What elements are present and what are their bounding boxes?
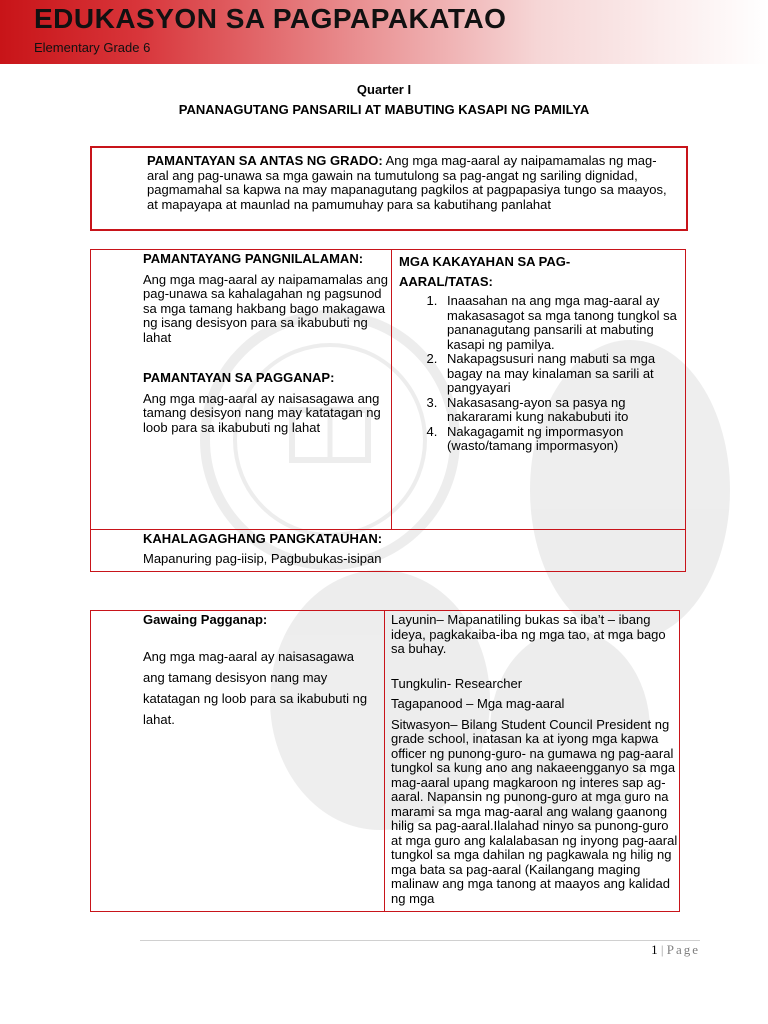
content-standard-label: PAMANTAYANG PANGNILALAMAN: bbox=[143, 251, 364, 266]
values-text: Mapanuring pag-iisip, Pagbubukas-isipan bbox=[143, 550, 382, 566]
list-item: 1. Inaasahan na ang mga mag-aaral ay makasasagot sa mga tanong tungkol sa pananagutang pansarili at mabuting kasapi ng pamilya. bbox=[441, 294, 684, 352]
performance-task-text: Ang mga mag-aaral ay naisasagawa ang tamang desisyon nang may katatagan ng loob para sa ikabubuti ng lahat. bbox=[143, 648, 368, 727]
skills-list bbox=[399, 294, 684, 454]
skills-label: MGA KAKAYAHAN SA PAG-AARAL/TATAS: bbox=[399, 254, 571, 289]
performance-task-table bbox=[90, 610, 680, 912]
footer-divider bbox=[140, 940, 700, 941]
document-subtitle: Elementary Grade 6 bbox=[34, 40, 151, 55]
performance-standard-text: Ang mga mag-aaral ay naisasagawa ang tamang desisyon nang may katatagan ng loob para sa ikabubuti ng lahat bbox=[143, 390, 381, 435]
row-divider bbox=[91, 529, 685, 530]
header-banner bbox=[0, 0, 768, 64]
grade-standard-box bbox=[90, 146, 688, 231]
content-standard-text: Ang mga mag-aaral ay naipamamalas ang pag-unawa sa kahalagahan ng pagsunod sa mga tamang hakbang bago makagawa ng isang desisyon para sa ikabubuti ng lahat bbox=[143, 271, 388, 345]
page-number: 1 bbox=[651, 942, 658, 957]
page-label: Page bbox=[666, 942, 700, 957]
grade-standard-label: PAMANTAYAN SA ANTAS NG GRADO: bbox=[147, 153, 383, 168]
list-item: 2. Nakapagsusuri nang mabuti sa mga bagay na may kinalaman sa sarili at pangyayari bbox=[441, 352, 684, 396]
values-label: KAHALAGAGHANG PANGKATAUHAN: bbox=[143, 531, 383, 546]
values-cell bbox=[143, 532, 683, 566]
audience-text: Tagapanood – Mga mag-aaral bbox=[391, 696, 565, 711]
unit-title: PANANAGUTANG PANSARILI AT MABUTING KASAPI NG PAMILYA bbox=[178, 102, 590, 117]
document-title: EDUKASYON SA PAGPAPAKATAO bbox=[34, 3, 507, 34]
grade-standard-body: Ang mga mag-aaral ay naipamamalas ng mag-aral ang pag-unawa sa mga gawain na tumutulong sa pag-angat ng sariling dignidad, pagmamahal sa kapwa na may mapanagutang pagkilos at pagpapasiya tungo sa maayos, at mapayapa at maunlad na pamumuhay para sa kabutihang panlahat bbox=[147, 153, 667, 212]
footer-separator: | bbox=[660, 942, 664, 957]
page-footer bbox=[600, 942, 700, 958]
grade-standard-text bbox=[147, 154, 672, 212]
performance-task-label: Gawaing Pagganap: bbox=[143, 612, 268, 627]
performance-standard-label: PAMANTAYAN SA PAGGANAP: bbox=[143, 370, 335, 385]
column-divider bbox=[391, 250, 392, 530]
skills-cell bbox=[399, 252, 684, 454]
column-divider bbox=[384, 611, 385, 911]
role-text: Tungkulin- Researcher bbox=[391, 675, 523, 691]
list-item: 3. Nakasasang-ayon sa pasya ng nakararami kung nakabubuti ito bbox=[441, 396, 684, 425]
grasps-cell bbox=[391, 612, 678, 906]
situation-text: Sitwasyon– Bilang Student Council President ng grade school, inatasan ka at iyong mga kapwa officer ng punong-guro- na gumawa ng pag-aaral tungkol sa kung ano ang nakaeengganyo sa mga mag-aaral upang magkaroon ng interes sap ag-aaral. Napansin ng punong-guro at mga guro na marami sa mga mag-aaral ang walang gaanong hilig sa pag-aaral.Ilalahad ninyo sa punong-guro at mga guro ang kalalabasan ng inyong pag-aaral tungkol sa mga dahilan ng pagkawala ng hilig ng mga bata sa pag-aaral (Kailangang maging malinaw ang mga tanong at maayos ang kalidad ng mga bbox=[391, 716, 678, 906]
performance-task-cell bbox=[143, 613, 378, 730]
list-item: 4. Nakagagamit ng impormasyon (wasto/tamang impormasyon) bbox=[441, 425, 684, 454]
goal-text: Layunin– Mapanatiling bukas sa iba’t – ibang ideya, pagkakaiba-iba ng mga tao, at mga bago sa buhay. bbox=[391, 612, 666, 656]
content-standard-cell bbox=[143, 252, 388, 435]
quarter-label: Quarter I bbox=[356, 82, 412, 97]
standards-table bbox=[90, 249, 686, 572]
